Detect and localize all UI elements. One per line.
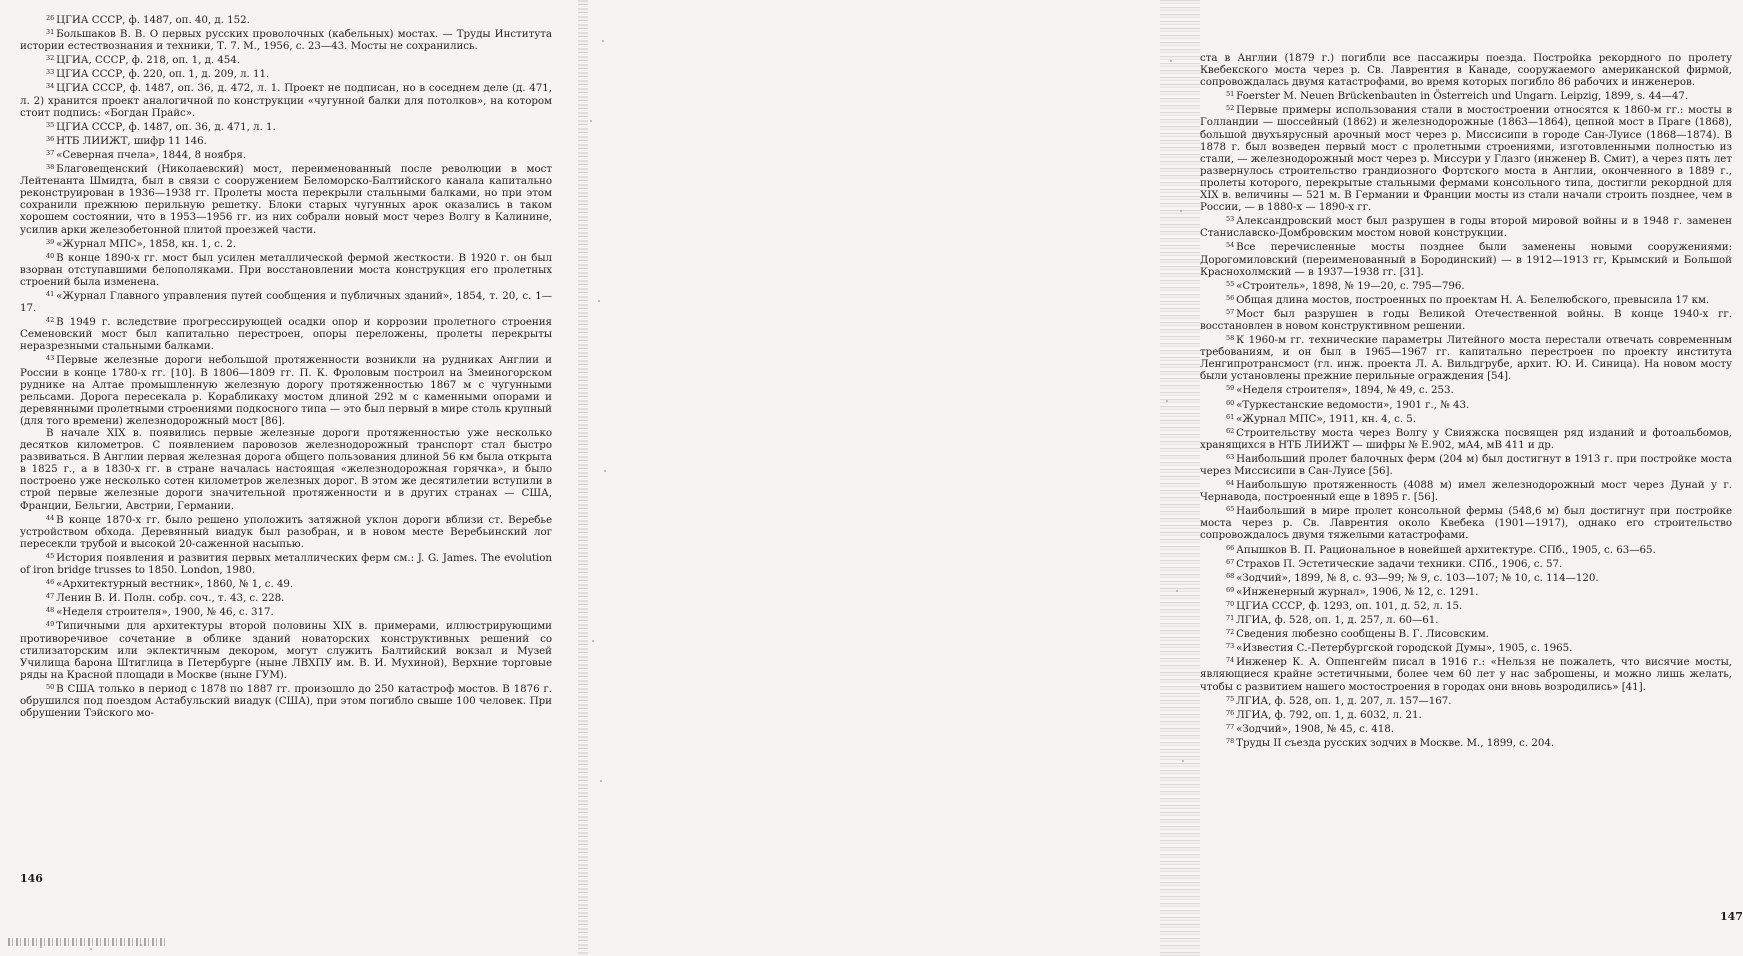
footnote xyxy=(20,576,552,590)
footnote-text: «Зодчий», 1908, № 45, с. 418. xyxy=(1236,722,1395,735)
scan-speck xyxy=(598,300,600,302)
footnote-number: 31 xyxy=(46,28,55,37)
footnote-number: 43 xyxy=(46,354,55,363)
footnote xyxy=(1200,306,1732,332)
footnote-number: 59 xyxy=(1226,384,1235,393)
footnote-number: 61 xyxy=(1226,412,1235,421)
left-page xyxy=(0,0,588,956)
footnote xyxy=(1200,693,1732,707)
footnote-number: 42 xyxy=(46,316,55,325)
footnote-text: «Строитель», 1898, № 19—20, с. 795—796. xyxy=(1236,279,1465,292)
footnote-number: 68 xyxy=(1226,571,1235,580)
footnote-text: Страхов П. Эстетические задачи техники. СПб., 1906, с. 57. xyxy=(1236,557,1563,570)
footnote-text: Апышков В. П. Рациональное в новейшей архитектуре. СПб., 1905, с. 63—65. xyxy=(1236,543,1656,556)
footnote xyxy=(1200,239,1732,277)
footnote-text: ЛГИА, ф. 528, оп. 1, д. 207, л. 157—167. xyxy=(1236,694,1452,707)
footnote-text: ста в Англии (1879 г.) погибли все пассажиры поезда. Постройка рекордного по пролету Квебекского моста через р. Св. Лаврентия в Канаде, сооружаемого американской фирмой, сопровождалась двумя катастрофами, во время которых погибло 86 рабочих и инженеров. xyxy=(1200,52,1732,89)
scan-speck xyxy=(1166,400,1168,402)
footnote xyxy=(1200,707,1732,721)
scan-speck xyxy=(1170,60,1172,62)
footnote-number: 45 xyxy=(46,551,55,560)
footnote-number: 55 xyxy=(1226,279,1235,288)
scan-speck xyxy=(592,640,594,642)
footnote-number: 53 xyxy=(1226,215,1235,224)
footnote-text: ЦГИА СССР, ф. 1487, оп. 40, д. 152. xyxy=(56,14,250,26)
footnote xyxy=(20,133,552,147)
footnote-text: Сведения любезно сообщены В. Г. Лисовским. xyxy=(1236,628,1489,641)
footnote-number: 39 xyxy=(46,237,55,246)
footnote-text: «Туркестанские ведомости», 1901 г., № 43. xyxy=(1236,398,1470,411)
footnote-text: ЦГИА СССР, ф. 220, оп. 1, д. 209, л. 11. xyxy=(56,68,270,81)
footnote-text: В конце 1890-х гг. мост был усилен металлической фермой жесткости. В 1920 г. он был взорван отступавшими белополяками. При восстановлении моста конструкция его пролетных строений была изменена. xyxy=(20,251,552,288)
footnote xyxy=(20,119,552,133)
footnote xyxy=(1200,411,1732,425)
footnote-number: 65 xyxy=(1226,505,1235,514)
footnote-text: Александровский мост был разрушен в годы второй мировой войны и в 1948 г. заменен Станиславско-Домбровским мостом новой конструкции. xyxy=(1200,215,1732,240)
footnote-number: 34 xyxy=(46,82,55,91)
footnote-text: В 1949 г. вследствие прогрессирующей осадки опор и коррозии пролетного строения Семеновский мост был капитально перестроен, опоры переложены, пролеты перекрыты неразрезными стальными балками. xyxy=(20,316,552,353)
footnote xyxy=(1200,382,1732,396)
footnote xyxy=(1200,213,1732,239)
footnote-text: «Журнал МПС», 1858, кн. 1, с. 2. xyxy=(56,237,236,250)
footnote-number: 36 xyxy=(46,134,55,143)
footnote-number: 67 xyxy=(1226,557,1235,566)
footnote-text: ЦГИА, СССР, ф. 218, оп. 1, д. 454. xyxy=(56,54,241,67)
footnote xyxy=(20,352,552,427)
footnote xyxy=(20,604,552,618)
scan-edge xyxy=(1160,0,1200,956)
footnote xyxy=(20,52,552,66)
footnote-number: 56 xyxy=(1226,293,1235,302)
footnote xyxy=(20,512,552,550)
footnote xyxy=(20,161,552,236)
footnote-number: 33 xyxy=(46,68,55,77)
footnote-text: Мост был разрушен в годы Великой Отечественной войны. В конце 1940-х гг. восстановлен в новом конструктивном решении. xyxy=(1200,307,1732,332)
footnote xyxy=(1200,570,1732,584)
footnote-number: 44 xyxy=(46,513,55,522)
footnote xyxy=(1200,584,1732,598)
footnote-number: 78 xyxy=(1226,736,1235,745)
footnote-number: 37 xyxy=(46,148,55,157)
library-stamp xyxy=(8,938,168,946)
footnote-text: «Зодчий», 1899, № 8, с. 93—99; № 9, с. 103—107; № 10, с. 114—120. xyxy=(1236,571,1599,584)
footnote xyxy=(20,236,552,250)
scan-speck xyxy=(1176,590,1178,592)
footnote xyxy=(1200,292,1732,306)
scan-speck xyxy=(602,40,604,42)
footnote-text: В конце 1870-х гг. было решено уположить затяжной уклон дороги вблизи ст. Веребье устройством обхода. Деревянный виадук был разобран, и в новом месте Веребьинский лог пересекли трубой и высокой 20-саженной насыпью. xyxy=(20,513,552,550)
scan-speck xyxy=(600,780,602,782)
left-footnotes-column xyxy=(20,12,552,719)
footnote xyxy=(20,12,552,26)
footnote xyxy=(20,80,552,118)
footnote-number: 75 xyxy=(1226,694,1235,703)
footnote-text: «Журнал МПС», 1911, кн. 4, с. 5. xyxy=(1236,412,1416,425)
footnote-text: Foerster M. Neuen Brückenbauten in Österreich und Ungarn. Leipzig, 1899, s. 44—47. xyxy=(1236,90,1689,103)
footnote-text: История появления и развития первых металлических ферм см.: J. G. James. The evolution of iron bridge trusses to 1850. London, 1980. xyxy=(20,551,552,577)
footnote-number: 35 xyxy=(46,120,55,129)
footnote xyxy=(20,250,552,288)
footnote-number: 54 xyxy=(1226,241,1235,250)
footnote-number: 71 xyxy=(1226,614,1235,623)
footnote-text: ЦГИА СССР, ф. 1487, оп. 36, д. 471, л. 1. xyxy=(56,120,276,133)
footnote-number: 72 xyxy=(1226,628,1235,637)
footnote xyxy=(20,314,552,352)
footnote-text: Ленин В. И. Полн. собр. соч., т. 43, с. 228. xyxy=(56,592,285,605)
footnote xyxy=(1200,477,1732,503)
footnote xyxy=(1200,556,1732,570)
footnote xyxy=(1200,626,1732,640)
footnote xyxy=(1200,451,1732,477)
footnote-text: ЦГИА СССР, ф. 1293, оп. 101, д. 52, л. 15. xyxy=(1236,599,1463,612)
footnote xyxy=(20,288,552,314)
footnote-number: 46 xyxy=(46,578,55,587)
footnote-text: «Известия С.-Петербургской городской Думы», 1905, с. 1965. xyxy=(1236,642,1573,655)
scan-speck xyxy=(590,120,592,122)
footnote xyxy=(1200,278,1732,292)
footnote-number: 74 xyxy=(1226,656,1235,665)
footnote-number: 64 xyxy=(1226,479,1235,488)
footnote-text: Инженер К. А. Оппенгейм писал в 1916 г.: «Нельзя не пожалеть, что висячие мосты, являющиеся крайне эстетичными, более чем 60 лет у нас заброшены, и можно лишь желать, чтобы с развитием нашего мостостроения в городах они вновь возродились» [41]. xyxy=(1200,656,1732,693)
scan-speck xyxy=(40,946,42,948)
footnote-text: Первые железные дороги небольшой протяженности возникли на рудниках Англии и России в конце 1780-х гг. [10]. В 1806—1809 гг. П. К. Фроловым построил на Змеиногорском руднике на Алтае промышленную железную дорогу протяженностью 1867 м с чугунными рельсами. Дорога пересекала р. Корабликаху мостом длиной 292 м с каменными опорами и деревянными пролетными строениями подкосного типа — это был первый в мире столь крупный (для того времени) железнодорожный мост [86]. xyxy=(20,354,552,427)
footnote-text: Наибольший пролет балочных ферм (204 м) был достигнут в 1913 г. при постройке моста через Миссисипи в Сан-Луисе [56]. xyxy=(1200,452,1732,477)
footnote-number: 48 xyxy=(46,606,55,615)
footnote-text: Наибольшую протяженность (4088 м) имел железнодорожный мост через Дунай у г. Чернавода, построенный еще в 1895 г. [56]. xyxy=(1200,479,1732,504)
footnote-number: 41 xyxy=(46,289,55,298)
footnote-number: 70 xyxy=(1226,599,1235,608)
footnote-number: 60 xyxy=(1226,398,1235,407)
footnote-number: 38 xyxy=(46,163,55,172)
footnote-text: ЛГИА, ф. 792, оп. 1, д. 6032, л. 21. xyxy=(1236,708,1422,721)
footnote-text: В США только в период с 1878 по 1887 гг. произошло до 250 катастроф мостов. В 1876 г. обрушился под поездом Астабульский виадук (США), при этом погибло свыше 100 человек. При обрушении Тэйского мо- xyxy=(20,682,552,720)
footnote xyxy=(20,550,552,576)
right-page xyxy=(588,0,1743,956)
footnote xyxy=(20,66,552,80)
footnote-number: 62 xyxy=(1226,426,1235,435)
footnote xyxy=(1200,735,1732,749)
footnote-text: В начале XIX в. появились первые железные дороги протяженностью уже несколько десятков километров. С появлением паровозов железнодорожный транспорт стал быстро развиваться. В Англии первая железная дорога общего пользования длиной 56 км была открыта в 1825 г., а в 1830-х гг. в стране началась настоящая «железнодорожная горячка», и было построено уже несколько сотен километров железных дорог. В этом же десятилетии вступили в строй первые железные дороги значительной протяженности и в других странах — США, Франции, Бельгии, Австрии, Германии. xyxy=(20,427,552,512)
footnote-number: 63 xyxy=(1226,452,1235,461)
footnote-number: 76 xyxy=(1226,708,1235,717)
footnote xyxy=(1200,397,1732,411)
footnote-text: «Журнал Главного управления путей сообщения и публичных зданий», 1854, т. 20, с. 1—17. xyxy=(20,289,552,315)
footnote xyxy=(1200,654,1732,692)
footnote-number: 58 xyxy=(1226,334,1235,343)
footnote xyxy=(20,590,552,604)
footnote-text: ЦГИА СССР, ф. 1487, оп. 36, д. 472, л. 1. Проект не подписан, но в соседнем деле (д. 471, л. 2) хранится проект аналогичной по конструкции «чугунной балки для потолков», на котором стоит подпись: «Богдан Прайс». xyxy=(20,82,552,119)
footnote-number: 73 xyxy=(1226,642,1235,651)
footnote-text: Труды II съезда русских зодчих в Москве. М., 1899, с. 204. xyxy=(1236,736,1555,749)
footnote-text: Все перечисленные мосты позднее были заменены новыми сооружениями: Дорогомиловский (переименованный в Бородинский) — в 1912—1913 гг, Крымский и Большой Краснохолмский — в 1937—1938 гг. [31]. xyxy=(1200,241,1732,278)
footnote-text: «Архитектурный вестник», 1860, № 1, с. 49. xyxy=(56,578,294,591)
footnote xyxy=(1200,102,1732,213)
footnote xyxy=(20,147,552,161)
footnote xyxy=(20,618,552,680)
footnote-number: 52 xyxy=(1226,104,1235,113)
footnote xyxy=(1200,503,1732,541)
footnote-text: Общая длина мостов, построенных по проектам Н. А. Белелюбского, превысила 17 км. xyxy=(1236,293,1710,306)
footnote xyxy=(20,26,552,52)
scan-speck xyxy=(604,470,606,472)
footnote-text: НТБ ЛИИЖТ, шифр 11 146. xyxy=(56,134,207,147)
footnote-number: 57 xyxy=(1226,307,1235,316)
footnote xyxy=(1200,598,1732,612)
footnote xyxy=(20,681,552,719)
footnote-number: 51 xyxy=(1226,90,1235,99)
footnote xyxy=(1200,612,1732,626)
footnote-number: 47 xyxy=(46,592,55,601)
footnote-text: К 1960-м гг. технические параметры Литейного моста перестали отвечать современным требованиям, и он был в 1965—1967 гг. капитально перестроен по проекту института Ленгипротрансмост (гл. инж. проекта Л. А. Вильдгрубе, архит. Ю. И. Синица). На новом мосту были установлены прежние перильные ограждения [54]. xyxy=(1200,334,1732,383)
footnote-number: 40 xyxy=(46,251,55,260)
footnote-number: 26 xyxy=(46,14,55,22)
footnote-text: ЛГИА, ф. 528, оп. 1, д. 257, л. 60—61. xyxy=(1236,614,1439,627)
footnote-text: Благовещенский (Николаевский) мост, переименованный после революции в мост Лейтенанта Шмидта, был в связи с сооружением Беломорско-Балтийского канала капитально реконструирован в 1936—1938 гг. Пролеты моста перекрыли стальными балками, но при этом сохранили прежнюю перильную решетку. Блоки старых чугунных арок оказались в таком хорошем состоянии, что в 1953—1956 гг. из них собрали новый мост через Волгу в Калинине, усилив арки железобетонной плитой проезжей части. xyxy=(20,163,552,236)
footnote-text: Большаков В. В. О первых русских проволочных (кабельных) мостах. — Труды Института истории естествознания и техники, Т. 7. М., 1956, с. 23—43. Мосты не сохранились. xyxy=(20,28,552,53)
footnote-number: 69 xyxy=(1226,585,1235,594)
right-footnotes-column xyxy=(1200,52,1732,749)
footnote-number: 77 xyxy=(1226,722,1235,731)
footnote xyxy=(1200,721,1732,735)
footnote xyxy=(1200,52,1732,88)
footnote xyxy=(1200,332,1732,382)
scan-speck xyxy=(90,948,92,950)
footnote-number: 49 xyxy=(46,620,55,629)
footnote-text: «Неделя строителя», 1894, № 49, с. 253. xyxy=(1236,384,1454,397)
footnote xyxy=(1200,640,1732,654)
footnote-text: «Северная пчела», 1844, 8 ноября. xyxy=(56,148,247,161)
left-page-number: 146 xyxy=(20,872,43,885)
scan-speck xyxy=(140,944,142,946)
footnote-text: Типичными для архитектуры второй половины XIX в. примерами, иллюстрирующими противоречивое сочетание в облике зданий новаторских конструктивных решений со стилизаторским или эклектичным декором, могут служить Балтийский вокзал и Музей Училища барона Штиглица в Петербурге (ныне ЛВХПУ им. В. И. Мухиной), Верхние торговые ряды на Красной площади в Москве (ныне ГУМ). xyxy=(20,620,552,681)
footnote-number: 50 xyxy=(46,682,55,691)
footnote xyxy=(20,427,552,512)
footnote-text: «Инженерный журнал», 1906, № 12, с. 1291. xyxy=(1236,585,1479,598)
footnote-number: 66 xyxy=(1226,543,1235,552)
scan-speck xyxy=(1182,760,1184,762)
footnote-text: Первые примеры использования стали в мостостроении относятся к 1860-м гг.: мосты в Голландии — шоссейный (1862) и железнодорожные (1863—1864), цепной мост в Праге (1868), большой двухъярусный арочный мост через р. Миссисипи в городе Сан-Луисе (1868—1874). В 1878 г. был возведен первый мост с пролетными строениями, изготовленными полностью из стали, — железнодорожный мост через р. Миссури у Глазго (инженер В. Смит), а через пять лет развернулось строительство грандиозного Фортского моста в Англии, оконченного в 1889 г., пролеты которого, перекрытые стальными фермами консольного типа, достигли рекордной для XIX в. величины — 521 м. В Германии и Франции мосты из стали начали строить позднее, чем в России, — в 1880-х — 1890-х гг. xyxy=(1200,104,1732,214)
footnote xyxy=(1200,542,1732,556)
footnote-text: Строительству моста через Волгу у Свияжска посвящен ряд изданий и фотоальбомов, хранящихся в НТБ ЛИИЖТ — шифры № Е.902, мА4, мВ 411 и др. xyxy=(1200,426,1732,451)
right-page-number: 147 xyxy=(1720,910,1743,923)
footnote-text: Наибольший в мире пролет консольной фермы (548,6 м) был достигнут при постройке моста через р. Св. Лаврентия около Квебека (1901—1917), однако его строительство сопровождалось двумя тяжелыми катастрофами. xyxy=(1200,505,1732,542)
footnote xyxy=(1200,88,1732,102)
footnote-text: «Неделя строителя», 1900, № 46, с. 317. xyxy=(56,606,274,619)
scan-speck xyxy=(1180,210,1182,212)
footnote-number: 32 xyxy=(46,54,55,63)
footnote xyxy=(1200,425,1732,451)
